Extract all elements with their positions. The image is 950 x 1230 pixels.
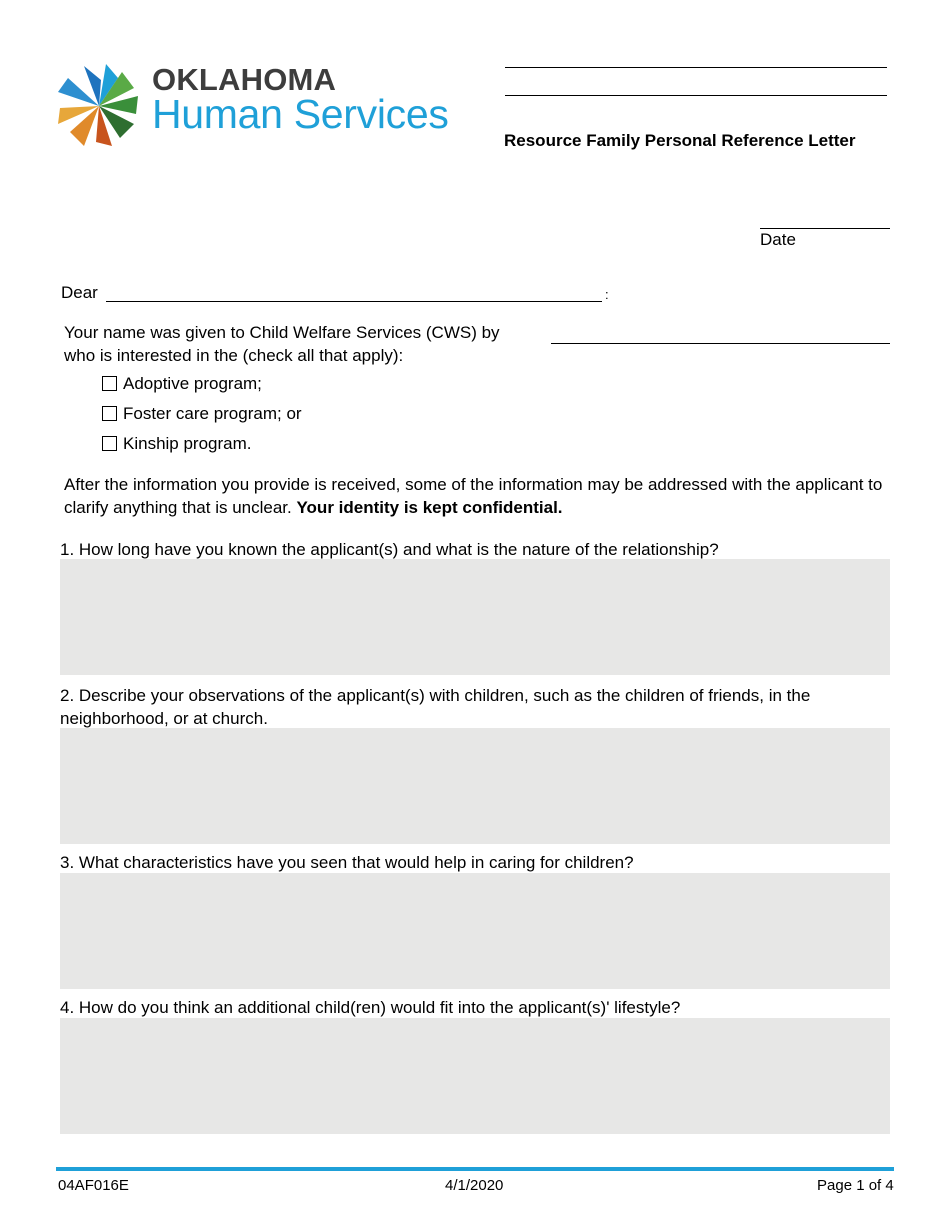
adoptive-label: Adoptive program; xyxy=(123,374,262,393)
program-option-adoptive[interactable] xyxy=(102,372,262,395)
answer-2-field[interactable] xyxy=(60,728,890,844)
dear-label: Dear xyxy=(61,283,98,302)
intro-text xyxy=(64,321,554,367)
salutation-colon: : xyxy=(605,287,609,302)
notice-text: After the information you provide is received, some of the information may be addressed with the applicant to clarify anything that is unclear. xyxy=(64,475,883,517)
intro-line-1: Your name was given to Child Welfare Services (CWS) by xyxy=(64,323,500,342)
foster-checkbox[interactable] xyxy=(102,406,117,421)
adoptive-checkbox[interactable] xyxy=(102,376,117,391)
header-line-2[interactable] xyxy=(505,95,887,96)
intro-line-2: who is interested in the (check all that apply): xyxy=(64,346,404,365)
date-label: Date xyxy=(760,230,796,249)
question-2: 2. Describe your observations of the applicant(s) with children, such as the children of friends, in the neighborhood, or at church. xyxy=(60,686,811,728)
answer-3-field[interactable] xyxy=(60,873,890,989)
foster-label: Foster care program; or xyxy=(123,404,302,423)
kinship-checkbox[interactable] xyxy=(102,436,117,451)
revision-date: 4/1/2020 xyxy=(445,1177,504,1194)
program-option-foster[interactable] xyxy=(102,402,302,425)
question-1: 1. How long have you known the applicant(s) and what is the nature of the relationship? xyxy=(60,540,719,559)
program-option-kinship[interactable] xyxy=(102,432,252,455)
notice-bold: Your identity is kept confidential. xyxy=(296,498,563,517)
answer-1-field[interactable] xyxy=(60,559,890,675)
recipient-name-line[interactable] xyxy=(106,301,602,302)
kinship-label: Kinship program. xyxy=(123,434,252,453)
applicant-name-line[interactable] xyxy=(551,343,890,344)
logo-title: OKLAHOMA xyxy=(152,62,337,97)
confidentiality-notice xyxy=(64,473,894,519)
page-number: Page 1 of 4 xyxy=(817,1177,894,1194)
form-number: 04AF016E xyxy=(58,1177,129,1194)
question-4: 4. How do you think an additional child(ren) would fit into the applicant(s)' lifestyle? xyxy=(60,998,681,1017)
star-logo-icon xyxy=(54,62,144,150)
form-title: Resource Family Personal Reference Letter xyxy=(504,131,856,150)
footer-divider xyxy=(56,1167,894,1171)
logo-subtitle: Human Services xyxy=(152,91,449,137)
question-3: 3. What characteristics have you seen that would help in caring for children? xyxy=(60,853,634,872)
answer-4-field[interactable] xyxy=(60,1018,890,1134)
header-line-1[interactable] xyxy=(505,67,887,68)
